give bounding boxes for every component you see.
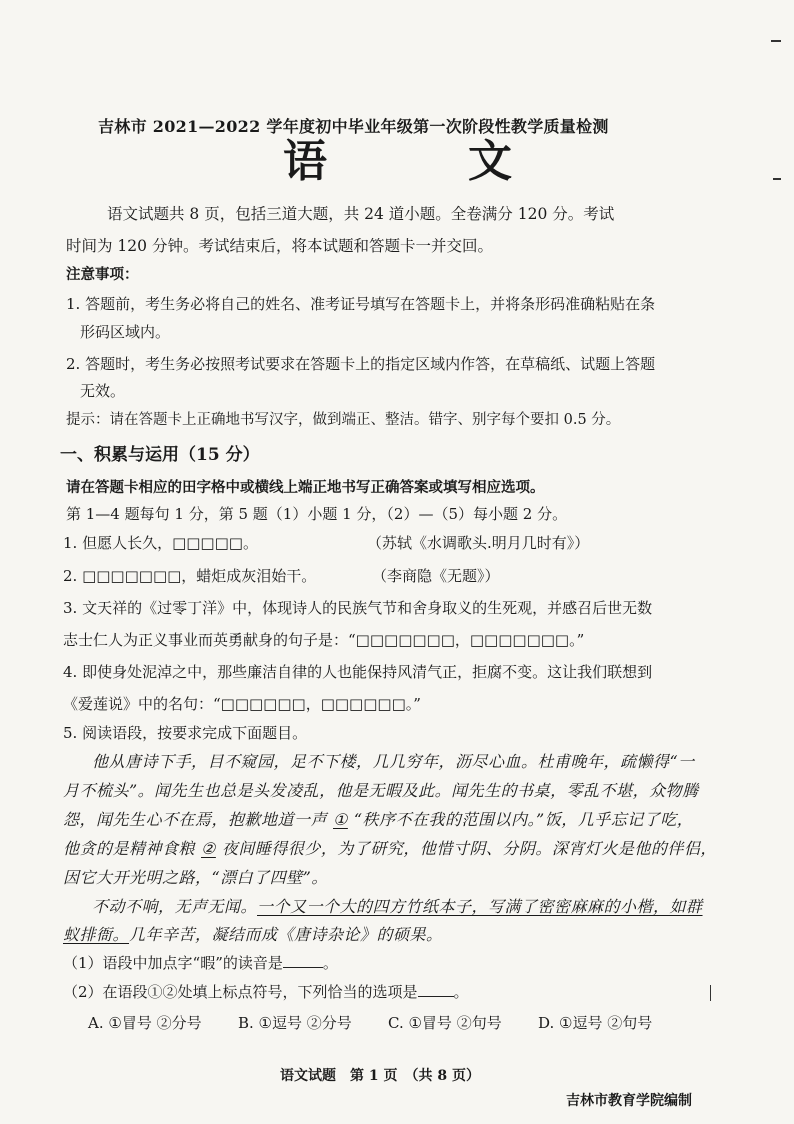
passage-line-5: 因它大开光明之路，“漂白了四壁”。 <box>63 868 328 887</box>
subq-2-end: 。 <box>453 983 469 1001</box>
scan-mark-top <box>771 40 781 42</box>
passage-line-4-pre: 他贪的是精神食粮 <box>63 839 196 858</box>
section-1-instruction: 请在答题卡相应的田字格中或横线上端正地书写正确答案或填写相应选项。 <box>66 479 545 496</box>
subq-1 <box>63 953 338 973</box>
intro-line-1: 语文试题共 8 页，包括三道大题，共 24 道小题。全卷满分 120 分。考试 <box>107 205 615 223</box>
intro-line-2: 时间为 120 分钟。考试结束后，将本试题和答题卡一并交回。 <box>66 237 493 255</box>
blank-marker-2: ② <box>201 839 216 858</box>
passage-line-6 <box>92 897 703 917</box>
footer-page-info: 语文试题 第 1 页 （共 8 页） <box>280 1068 480 1084</box>
passage-line-1: 他从唐诗下手，目不窥园，足不下楼，几几穷年，沥尽心血。杜甫晚年，疏懒得“一 <box>92 752 695 771</box>
option-d: D. ①逗号 ②句号 <box>538 1014 653 1032</box>
passage-line-3-post: “秩序不在我的范围以内。”饭，几乎忘记了吃， <box>353 810 694 829</box>
section-1-heading: 一、积累与运用（15 分） <box>60 445 260 465</box>
subq-2 <box>63 982 469 1002</box>
note-2-line-1: 2. 答题时，考生务必按照考试要求在答题卡上的指定区域内作答，在草稿纸、试题上答题 <box>66 355 656 373</box>
q1-text: 1. 但愿人长久，□□□□□。 <box>63 534 258 552</box>
notes-heading: 注意事项： <box>66 266 139 283</box>
subject-char-2: 文 <box>468 136 512 187</box>
q5-heading: 5. 阅读语段，按要求完成下面题目。 <box>63 724 308 742</box>
passage-line-4-post: 夜间睡得很少，为了研究，他惜寸阴、分阴。深宵灯火是他的伴侣， <box>221 839 717 858</box>
option-a: A. ①冒号 ②分号 <box>88 1014 202 1032</box>
passage-line-3 <box>63 810 693 830</box>
q2-source: （李商隐《无题》） <box>372 567 500 585</box>
note-2-line-2: 无效。 <box>80 382 126 400</box>
q3-line-2: 志士仁人为正义事业而英勇献身的句子是：“□□□□□□□，□□□□□□□。” <box>63 631 585 649</box>
blank-marker-1: ① <box>333 810 348 829</box>
option-c: C. ①冒号 ②句号 <box>388 1014 502 1032</box>
scan-mark-middle <box>773 178 781 180</box>
note-1-line-1: 1. 答题前，考生务必将自己的姓名、准考证号填写在答题卡上，并将条形码准确粘贴在条 <box>66 295 656 313</box>
note-1-line-2: 形码区域内。 <box>80 323 171 341</box>
subject-char-1: 语 <box>283 136 327 187</box>
q4-line-2: 《爱莲说》中的名句：“□□□□□□，□□□□□□。” <box>63 695 421 713</box>
subq-1-text: （1）语段中加点字“暇”的读音是 <box>63 954 283 972</box>
q4-line-1: 4. 即使身处泥淖之中，那些廉洁自律的人也能保持风清气正，拒腐不变。这让我们联想到 <box>63 663 653 681</box>
passage-line-2: 月不梳头”。闻先生也总是头发凌乱，他是无暇及此。闻先生的书桌，零乱不堪，众物腾 <box>63 781 699 800</box>
underlined-sentence-part-2: 蚁排衙。 <box>63 925 130 944</box>
q2-text: 2. □□□□□□□，蜡炬成灰泪始干。 <box>63 567 317 585</box>
subq-1-end: 。 <box>322 954 338 972</box>
answer-blank-1 <box>283 953 323 968</box>
tip-text: 提示：请在答题卡上正确地书写汉字，做到端正、整洁。错字、别字每个要扣 0.5 分。 <box>66 412 621 428</box>
exam-title: 吉林市 2021—2022 学年度初中毕业年级第一次阶段性教学质量检测 <box>98 117 609 136</box>
subq-2-text: （2）在语段①②处填上标点符号，下列恰当的选项是 <box>63 983 418 1001</box>
passage-line-3-pre: 怨，闻先生心不在焉，抱歉地道一声 <box>63 810 328 829</box>
option-b: B. ①逗号 ②分号 <box>238 1014 352 1032</box>
answer-blank-2 <box>418 982 454 997</box>
passage-line-4 <box>63 839 717 859</box>
passage-line-7-post: 几年辛苦，凝结而成《唐诗杂论》的硕果。 <box>129 925 443 944</box>
footer-publisher: 吉林市教育学院编制 <box>566 1093 692 1109</box>
scan-mark-side <box>710 985 711 1001</box>
passage-line-6-pre: 不动不响，无声无闻。 <box>92 897 258 916</box>
q3-line-1: 3. 文天祥的《过零丁洋》中，体现诗人的民族气节和舍身取义的生死观，并感召后世无数 <box>63 599 653 617</box>
q1-source: （苏轼《水调歌头.明月几时有》） <box>367 534 590 552</box>
underlined-sentence-part-1: 一个又一个大的四方竹纸本子，写满了密密麻麻的小楷，如群 <box>257 897 703 916</box>
scoring-note: 第 1—4 题每句 1 分，第 5 题（1）小题 1 分，（2）—（5）每小题 2 分。 <box>66 505 568 523</box>
passage-line-7 <box>63 925 443 945</box>
